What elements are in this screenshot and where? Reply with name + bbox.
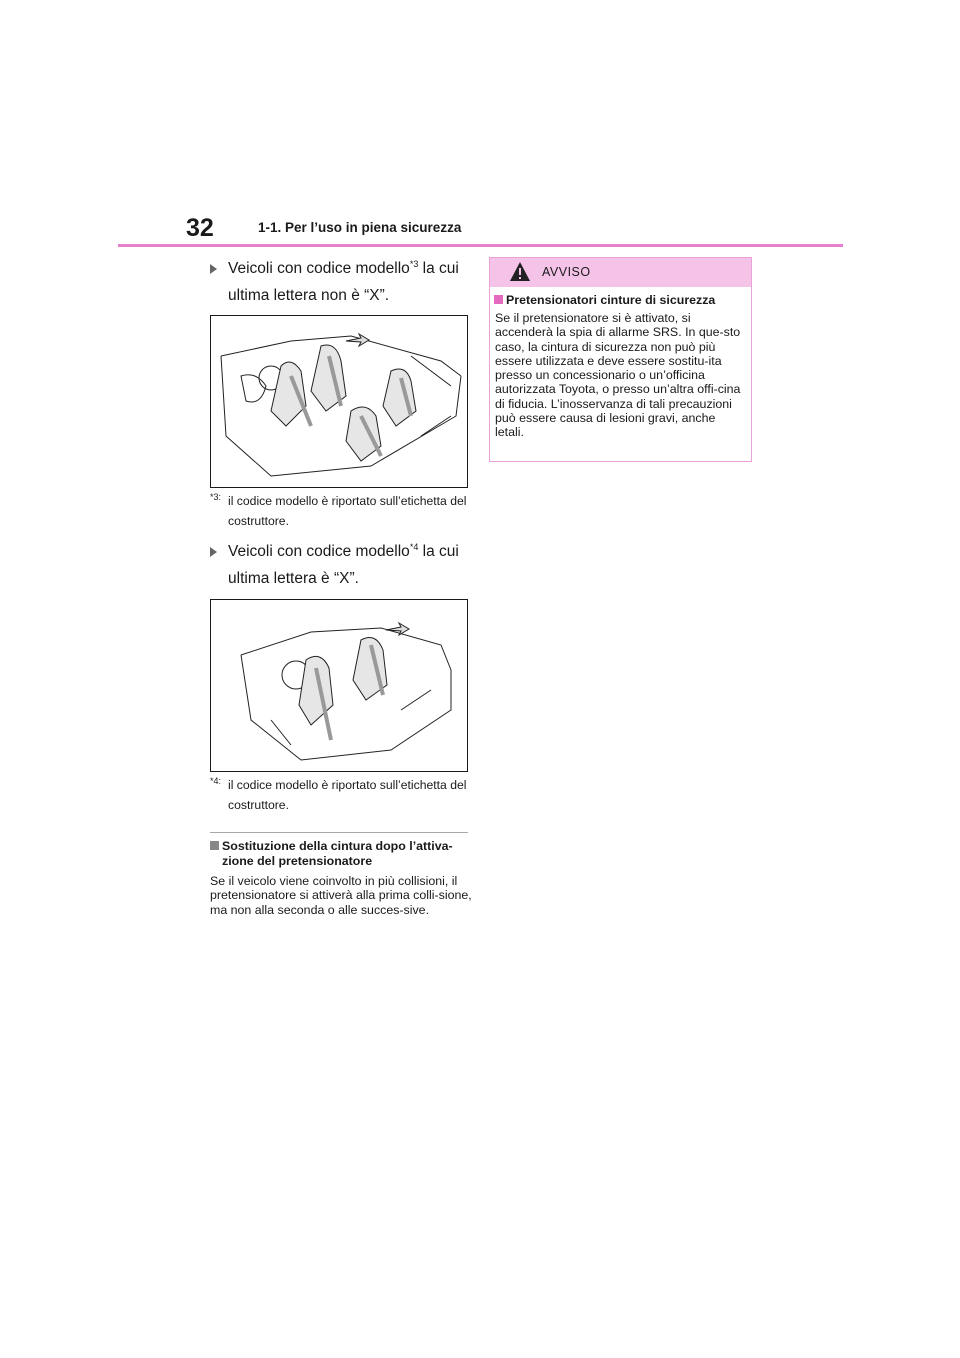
footnote-2-mark: *4: — [210, 775, 222, 786]
bullet-1-sup: *3 — [409, 258, 419, 269]
triangle-bullet-icon — [210, 264, 217, 274]
bullet-heading-1 — [210, 255, 472, 309]
warning-title: AVVISO — [542, 265, 591, 279]
section-title: 1-1. Per l’uso in piena sicurezza — [258, 220, 462, 235]
car-interior-illustration-2 — [211, 600, 467, 771]
header-rule — [118, 244, 843, 247]
bullet-heading-2 — [210, 538, 472, 592]
figure-vehicle-seatbelts-1 — [210, 315, 468, 488]
car-interior-illustration-1 — [211, 316, 467, 487]
bullet-1-text-after: la cui ultima lettera non è “X”. — [228, 260, 459, 304]
bullet-1-text: Veicoli con codice modello — [228, 260, 410, 277]
footnote-1 — [210, 491, 472, 531]
section-divider — [210, 832, 468, 833]
triangle-bullet-icon — [210, 547, 217, 557]
subheading-belt-replacement — [210, 839, 472, 868]
bullet-2-text: Veicoli con codice modello — [228, 543, 410, 560]
warning-box — [489, 257, 752, 462]
footnote-1-mark: *3: — [210, 491, 222, 502]
square-bullet-icon — [210, 841, 219, 850]
subheading-text: Sostituzione della cintura dopo l’attiva-zione del pretensionatore — [222, 839, 453, 868]
square-bullet-icon — [494, 295, 503, 304]
warning-subheading-text: Pretensionatori cinture di sicurezza — [506, 293, 716, 307]
bullet-2-sup: *4 — [409, 541, 419, 552]
figure-vehicle-seatbelts-2 — [210, 599, 468, 772]
warning-triangle-icon — [509, 261, 531, 283]
bullet-2-text-after: la cui ultima lettera è “X”. — [228, 543, 459, 587]
warning-header-bar — [490, 258, 751, 287]
warning-subheading — [494, 293, 715, 307]
footnote-1-text: il codice modello è riportato sull’etichetta del costruttore. — [228, 494, 467, 528]
footnote-2-text: il codice modello è riportato sull’etichetta del costruttore. — [228, 778, 467, 812]
footnote-2 — [210, 775, 472, 815]
paragraph-multiple-collisions: Se il veicolo viene coinvolto in più collisioni, il pretensionatore si attiverà alla prima colli-sione, ma non alla seconda o alle succes-sive. — [210, 874, 472, 917]
page-number: 32 — [186, 214, 214, 242]
warning-body: Se il pretensionatore si è attivato, si accenderà la spia di allarme SRS. In que-sto caso, la cintura di sicurezza non può più essere utilizzata e deve essere sostitu-ita presso un concessionario o un’officina autorizzata Toyota, o presso un’altra offi-cina di fiducia. L’inosservanza di tali precauzioni può essere causa di lesioni gravi, anche letali. — [495, 311, 741, 440]
